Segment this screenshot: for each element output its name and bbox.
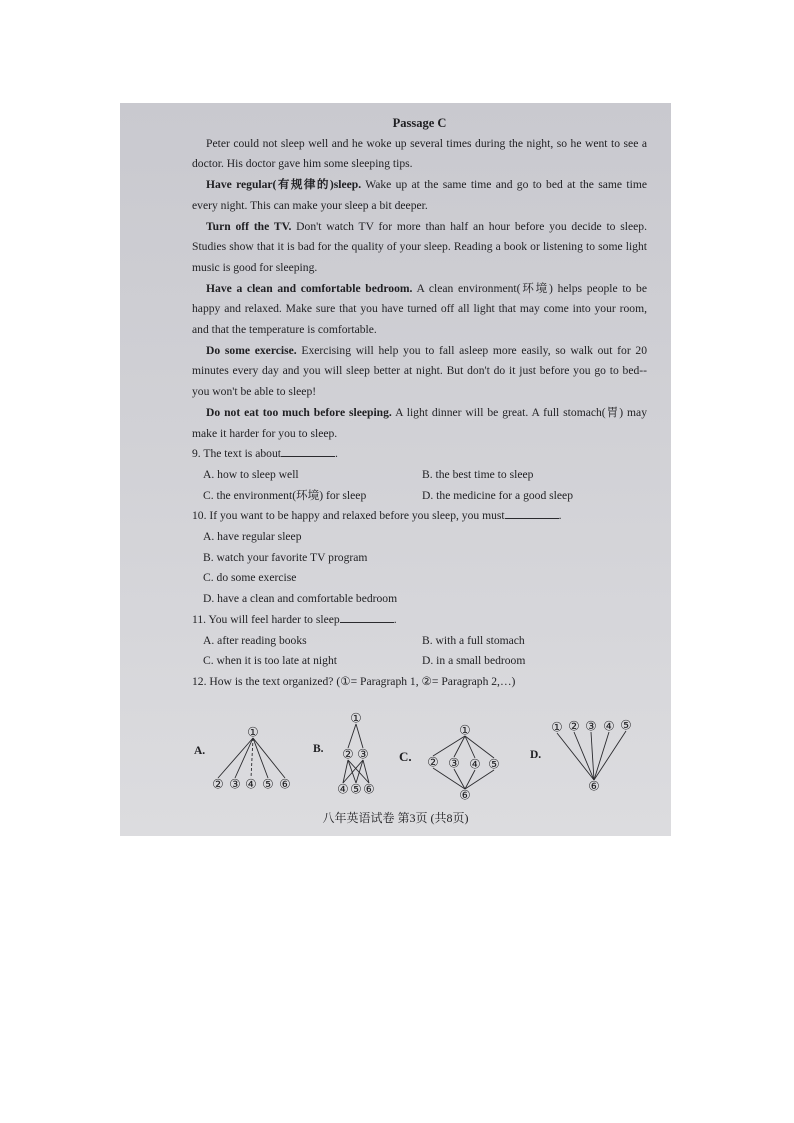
answer-blank[interactable] [505,506,559,519]
option-b[interactable]: B. with a full stomach [422,633,525,647]
diagram-node: ⑤ [350,782,362,798]
option-c[interactable]: C. the environment(环境) for sleep [203,488,367,502]
options-row [192,465,647,486]
diagram-connector [253,738,268,778]
tip-body: A light dinner will be great. A full stomach(胃) may make it harder for you to sleep. [192,405,647,440]
question-10 [192,506,647,527]
diagram-node: ④ [337,782,349,798]
question-end: . [558,509,562,523]
diagram-connector [594,731,626,780]
question-end: . [393,612,397,626]
question-12 [192,672,647,693]
tip-heading: Turn off the TV. [206,219,292,233]
option-a[interactable]: A. have regular sleep [203,530,302,544]
tip-body: A clean environment(环境) helps people to be happy and relaxed. Make sure that you have turned off all light that may come into your room, and that the temperature is comfortable. [192,281,647,337]
answer-blank[interactable] [281,444,335,457]
tip-paragraph [192,403,647,444]
diagram-node: ⑥ [363,782,375,798]
diagram-node: ② [568,719,580,735]
diagram-connector [356,724,363,748]
question-stem: 10. If you want to be happy and relaxed before you sleep, you must [192,509,505,523]
diagram-node: ① [551,720,563,736]
diagram-node: ② [427,755,439,771]
diagram-connector [218,738,253,778]
diagram-connector [235,738,253,778]
diagram-node: ① [247,725,259,741]
diagram-node: ⑤ [262,777,274,793]
question-9 [192,444,647,465]
tip-body: Exercising will help you to fall asleep more easily, so walk out for 20 minutes every day and you will sleep better at night. But don't do it just before you go to bed--you won't be able to sleep! [192,343,648,399]
option-d[interactable]: D. the medicine for a good sleep [422,488,573,502]
option-b[interactable]: B. watch your favorite TV program [203,550,368,564]
diagram-node: ④ [245,777,257,793]
option-b[interactable]: B. the best time to sleep [422,467,534,481]
question-stem: 9. The text is about [192,447,281,461]
diagram-connector [343,760,363,783]
option-a[interactable]: A. after reading books [203,633,307,647]
diagram-connector [594,732,609,780]
tip-heading: Have a clean and comfortable bedroom. [206,281,413,295]
diagram-node: ⑥ [588,779,600,795]
diagram-node: ③ [357,747,369,763]
diagram-node: ③ [448,756,460,772]
diagram-node: ④ [469,757,481,773]
diagram-node: ③ [229,777,241,793]
tip-body: Don't watch TV for more than half an hour before you decide to sleep. Studies show that it is bad for the quality of your sleep. Reading a book or listening to some light music is good for sleeping. [192,219,647,274]
passage-content [192,113,647,693]
diagram-connector [348,760,356,783]
option-c[interactable]: C. when it is too late at night [203,654,337,668]
tip-paragraph [192,341,647,403]
option-d[interactable]: D. have a clean and comfortable bedroom [203,592,398,606]
diagram-label-a[interactable]: A. [194,745,206,757]
options-row [192,651,647,672]
option-d[interactable]: D. in a small bedroom [422,654,526,668]
question-stem: 11. You will feel harder to sleep [192,612,340,626]
options-row [192,486,647,507]
scanned-exam-page [120,103,671,836]
option-a[interactable]: A. how to sleep well [203,467,299,481]
diagram-node: ⑥ [459,788,471,804]
diagram-connector [253,738,285,778]
diagram-node: ① [459,723,471,739]
diagram-connector [465,770,494,789]
passage-intro: Peter could not sleep well and he woke up several times during the night, so he went to see a doctor. His doctor gave him some sleeping tips. [192,136,647,171]
option-c[interactable]: C. do some exercise [203,571,297,585]
tip-paragraph [192,175,647,216]
diagram-node: ② [342,747,354,763]
diagram-graphics [186,707,656,809]
diagram-node: ⑥ [279,777,291,793]
structure-diagrams [186,707,656,809]
question-11 [192,610,647,631]
diagram-connector [465,736,494,758]
diagram-connector [251,738,253,778]
tip-paragraph [192,279,647,341]
diagram-connector [454,769,465,789]
tip-heading: Have regular(有规律的)sleep. [206,178,362,192]
diagram-node: ③ [585,719,597,735]
diagram-connector [557,733,594,780]
options-row [192,631,647,652]
diagram-node: ⑤ [488,757,500,773]
diagram-label-b[interactable]: B. [313,743,324,755]
passage-title: Passage C [392,116,447,130]
diagram-connector [348,724,356,748]
diagram-node: ⑤ [620,718,632,734]
answer-blank[interactable] [340,610,394,623]
diagram-node: ① [350,711,362,727]
diagram-label-c[interactable]: C. [399,749,412,764]
diagram-node: ② [212,777,224,793]
tip-body: Wake up at the same time and go to bed at the same time every night. This can make your sleep a bit deeper. [192,178,647,212]
question-stem: 12. How is the text organized? (①= Paragraph 1, ②= Paragraph 2,…) [192,674,516,688]
diagram-node: ④ [603,719,615,735]
tip-heading: Do not eat too much before sleeping. [206,405,392,419]
tip-heading: Do some exercise. [206,343,297,357]
page-footer: 八年英语试卷 第3页 (共8页) [322,811,469,825]
diagram-label-d[interactable]: D. [530,749,542,761]
tip-paragraph [192,217,647,279]
question-end: . [334,447,338,461]
